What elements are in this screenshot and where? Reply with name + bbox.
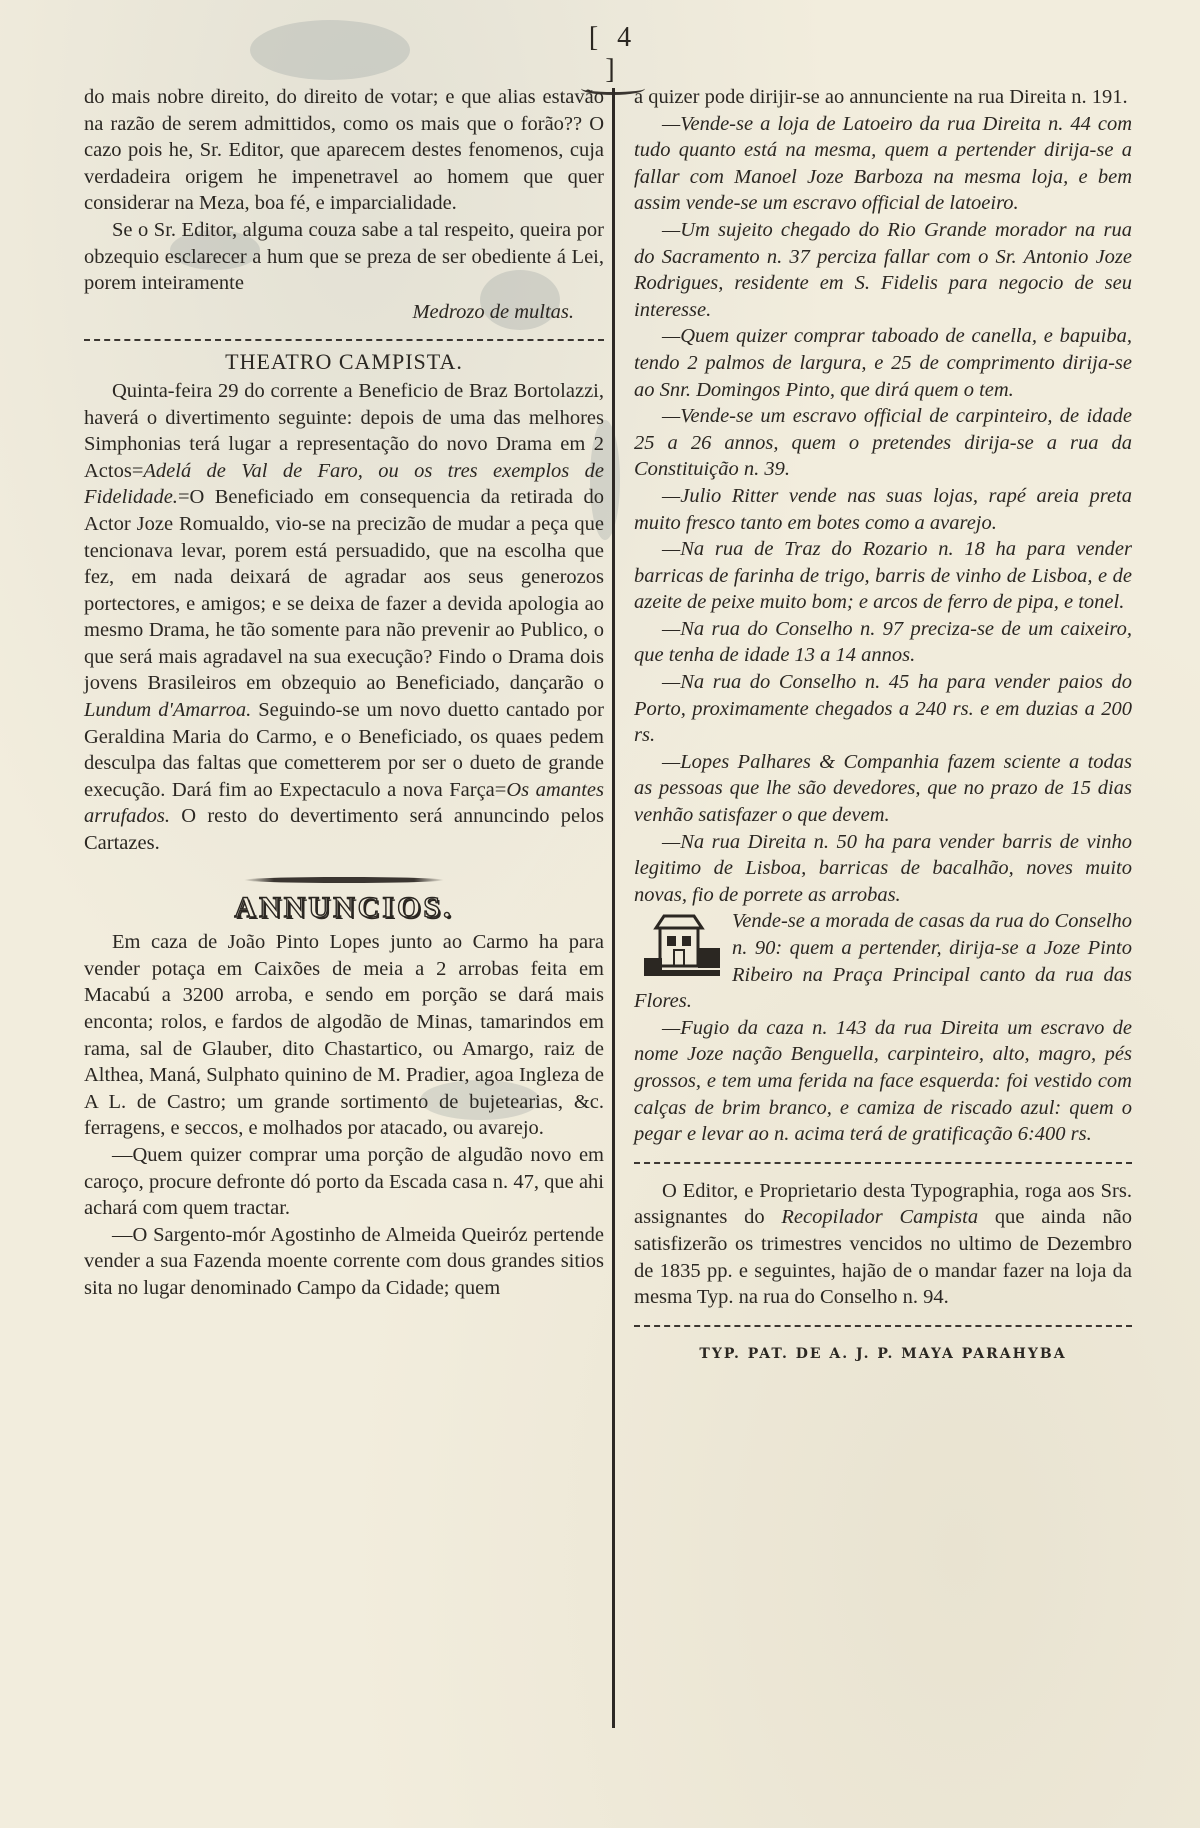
house-ad-text: Vende-se a morada de casas da rua do Conselho n. 90: quem a pertender, dirija-se a Joze Pinto Ribeiro na Praça Principal canto da rua das Flores. xyxy=(634,910,1132,1013)
theatre-text: Quinta-feira 29 do corrente a Beneficio de Braz Bortolazzi, haverá o divertimento seguinte: depois de uma das melhores Simphonias terá lugar a representação do novo Drama em 2 Actos= xyxy=(84,379,604,482)
ad-item: —Na rua de Traz do Rozario n. 18 ha para vender barricas de farinha de trigo, barris de vinho de Lisboa, e de azeite de peixe muito bom; e arcos de ferro de pipa, e tonel. xyxy=(634,538,1132,614)
ad-item: —Um sujeito chegado do Rio Grande morador na rua do Sacramento n. 37 perciza fallar com o Sr. Antonio Joze Rodrigues, residente em S. Fidelis para negocio de seu interesse. xyxy=(634,218,1132,321)
house-sale-ad xyxy=(634,908,1132,1014)
ad-item: —Lopes Palhares & Companhia fazem sciente a todas as pessoas que lhe são devedores, que no prazo de 15 dias venhão satisfazer o que devem. xyxy=(634,750,1132,827)
ornamental-rule-icon xyxy=(244,877,444,883)
farce-title: Os amantes arrufados. xyxy=(84,778,605,828)
ad-item: —Vende-se a loja de Latoeiro da rua Direita n. 44 com tudo quanto está na mesma, quem a pertender dirija-se a fallar com Manoel Joze Barboza na mesma loja, e bem assim vende-se um escravo official de latoeiro. xyxy=(634,112,1132,215)
notice-text: O Editor, e Proprietario desta Typographia, roga aos Srs. assignantes do xyxy=(634,1179,1132,1229)
ad-item: Em caza de João Pinto Lopes junto ao Carmo ha para vender potaça em Caixões de meia a 2 arrobas feita em Macabú a 3200 arroba, e sendo em porção se dará mais enconta; rolos, e fardos de algodão de Minas, tamarindos em rama, sal de Glauber, dito Chastartico, ou Amargo, raiz de Althea, Maná, Sulphato quinino de M. Pradier, agoa Ingleza de A L. de Castro; um grande sortimento de bujetearias, &c. ferragens, e seccos, e molhados por atacado, ou avarejo. xyxy=(84,931,604,1140)
theatre-text: =O Beneficiado em consequencia da retirada do Actor Joze Romualdo, vio-se na precizão de mudar a peça que tencionava levar, porem está persuadido, que na escolha que fez, em nada deixará de agradar aos seus generozos portectores, e amigos; e se deixa de fazer a devida apologia ao mesmo Drama, he tão somente para não prevenir ao Publico, o que será mais agradavel na sua execução? Findo o Drama dois jovens Brasileiros em obzequio ao Beneficiado, dançarão o xyxy=(84,486,604,695)
theatre-heading: THEATRO CAMPISTA. xyxy=(225,349,463,375)
letter-paragraph: do mais nobre direito, do direito de votar; e que alias estavão na razão de serem admittidos, como os mais que o forão?? O cazo pois he, Sr. Editor, que aparecem destes fenomenos, cuja verdadeira origem he impenetravel ao homem que quer considerar na Meza, boa fé, e imparcialidade. xyxy=(84,86,604,215)
ad-item: —Fugio da caza n. 143 da rua Direita um escravo de nome Joze nação Benguella, carpinteiro, alto, magro, pés grossos, e tem uma ferida na face esquerda: foi vestido com calças de brim branco, e camiza de riscado azul: quem o pegar e levar ao n. acima terá de gratificação 6:400 rs. xyxy=(634,1016,1132,1146)
editor-notice-text xyxy=(634,1178,1132,1311)
ad-item: —Na rua Direita n. 50 ha para vender barris de vinho legitimo de Lisboa, barricas de bacalhão, noves muito novas, fio de porrete as arrobas. xyxy=(634,830,1132,906)
ad-item: —Na rua do Conselho n. 97 preciza-se de um caixeiro, que tenha de idade 13 a 14 annos. xyxy=(634,617,1132,667)
ads-list xyxy=(634,111,1132,1148)
water-stain xyxy=(250,20,410,80)
section-rule xyxy=(634,1162,1132,1164)
letter-signature: Medrozo de multas. xyxy=(412,300,574,323)
annuncios-heading: ANNUNCIOS. xyxy=(234,890,454,924)
theatre-text: Seguindo-se um novo duetto cantado por Geraldina Maria do Carmo, e o Beneficiado, os quaes pedem desculpa das faltas que cometterem por ser o dueto de grande execução. Dará fim ao Expectaculo a nova Farça= xyxy=(84,699,604,801)
ad-item: —Quem quizer comprar uma porção de algudão novo em caroço, procure defronte dó porto da Escada casa n. 47, que ahi achará com quem tractar. xyxy=(84,1143,604,1220)
house-woodcut-icon xyxy=(642,912,722,980)
theatre-text: O resto do devertimento será annuncindo pelos Cartazes. xyxy=(84,805,604,855)
ad-item: —Vende-se um escravo official de carpinteiro, de idade 25 a 26 annos, quem o pretendes dirija-se a rua da Constituição n. 39. xyxy=(634,405,1132,481)
theatre-notice xyxy=(84,378,604,857)
ad-continuation: a quizer pode dirijir-se ao annunciente na rua Direita n. 191. xyxy=(634,86,1128,108)
left-column xyxy=(84,84,604,1302)
drama-title: Adelá de Val de Faro, ou os tres exemplos de Fidelidade. xyxy=(84,459,604,509)
ad-item: —O Sargento-mór Agostinho de Almeida Queiróz pertende vender a sua Fazenda moente corrente com dous grandes sitios sita no lugar denominado Campo da Cidade; quem xyxy=(84,1223,604,1299)
page-number-text: [ 4 ] xyxy=(588,22,638,85)
section-rule xyxy=(634,1325,1132,1327)
section-rule xyxy=(84,339,604,341)
ad-item: —Na rua do Conselho n. 45 ha para vender paios do Porto, proximamente chegados a 240 rs. e em duzias a 200 rs. xyxy=(634,671,1132,747)
ad-item: —Julio Ritter vende nas suas lojas, rapé areia preta muito fresco tanto em botes como a avarejo. xyxy=(634,484,1132,534)
letter-paragraph: Se o Sr. Editor, alguma couza sabe a tal respeito, queira por obzequio esclarecer a hum que se preza de ser obediente á Lei, porem inteiramente xyxy=(84,218,604,295)
editor-notice xyxy=(634,1178,1132,1311)
notice-text: que ainda não satisfizerão os trimestres vencidos no ultimo de Dezembro de 1835 pp. e seguintes, hajão de o mandar fazer na loja da mesma Typ. na rua do Conselho n. 94. xyxy=(634,1206,1132,1309)
newspaper-name: Recopilador Campista xyxy=(781,1206,979,1229)
right-column xyxy=(634,84,1132,1367)
printer-imprint: TYP. PAT. DE A. J. P. MAYA PARAHYBA xyxy=(699,1345,1067,1362)
dance-title: Lundum d'Amarroa. xyxy=(84,699,252,722)
column-divider xyxy=(612,88,615,1728)
ad-item: —Quem quizer comprar taboado de canella, e bapuiba, tendo 2 palmos de largura, e 25 de comprimento dirija-se ao Snr. Domingos Pinto, que dirá quem o tem. xyxy=(634,325,1132,401)
